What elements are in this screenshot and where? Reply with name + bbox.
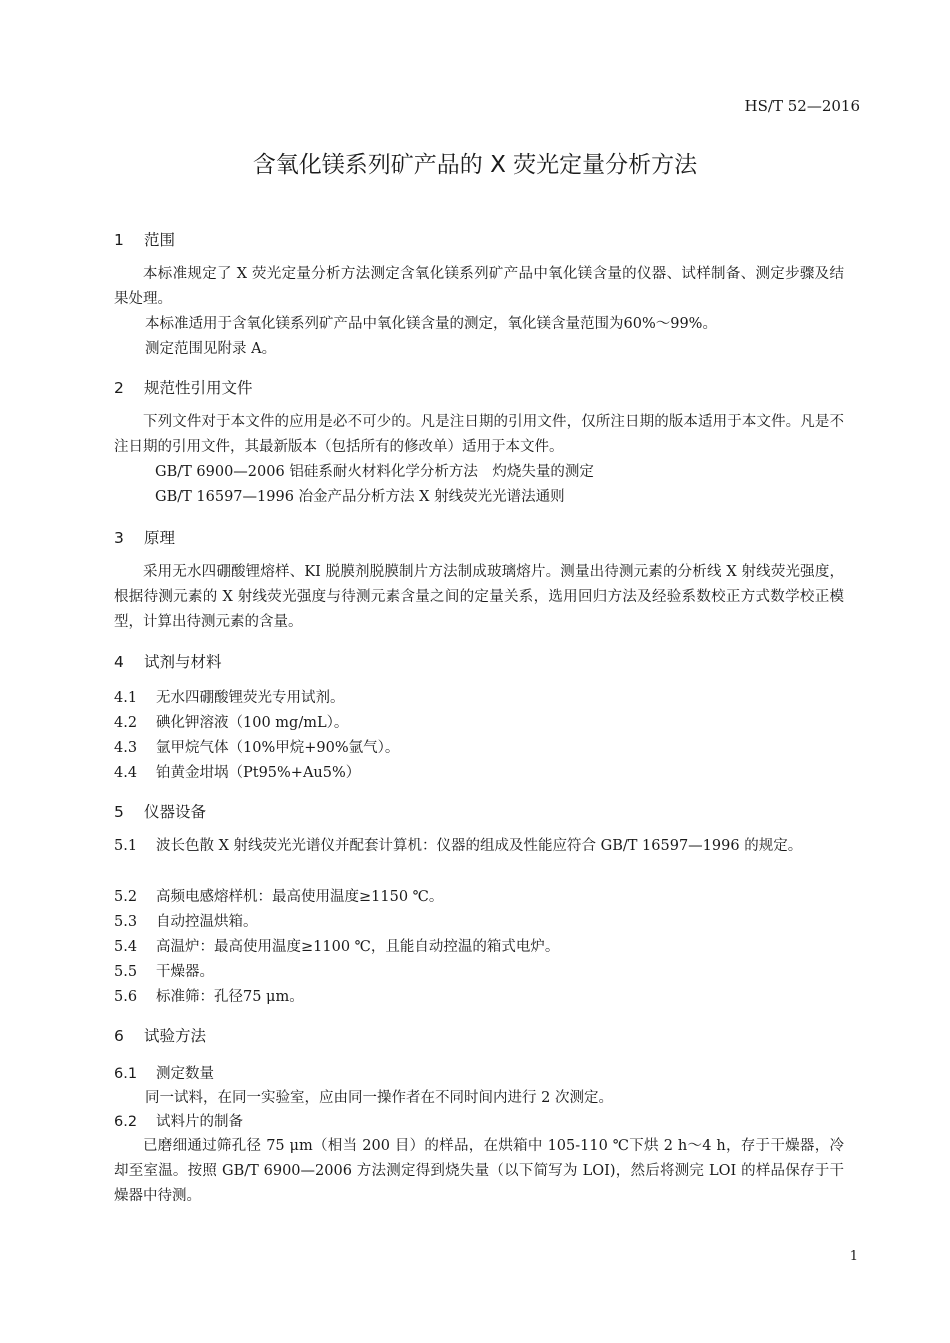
list-item: 4.4 铂黄金坩埚（Pt95%+Au5%）: [114, 765, 361, 781]
standard-code: HS/T 52—2016: [744, 97, 860, 115]
section-1-heading: [114, 228, 175, 250]
list-item: 4.3 氩甲烷气体（10%甲烷+90%氩气）。: [114, 740, 400, 756]
list-item: 5.1 波长色散 X 射线荧光光谱仪并配套计算机：仪器的组成及性能应符合 GB/T 16597—1996 的规定。: [114, 838, 803, 854]
section-number: 1: [114, 231, 124, 249]
subsection-6-2-heading: 6.2 试料片的制备: [114, 1114, 243, 1130]
document-title: 含氧化镁系列矿产品的 X 荧光定量分析方法: [252, 152, 698, 178]
list-item: 4.2 碘化钾溶液（100 mg/mL）。: [114, 715, 349, 731]
section-title: 原理: [144, 529, 176, 547]
section-title: 试验方法: [144, 1027, 207, 1045]
list-item: 4.1 无水四硼酸锂荧光专用试剂。: [114, 690, 345, 706]
section-1-paragraph-1: 本标准规定了 X 荧光定量分析方法测定含氧化镁系列矿产品中氧化镁含量的仪器、试样制备、测定步骤及结果处理。: [114, 266, 844, 307]
list-item: 5.3 自动控温烘箱。: [114, 914, 258, 930]
section-title: 规范性引用文件: [144, 379, 253, 397]
section-1-paragraph-3: 测定范围见附录 A。: [145, 341, 277, 357]
section-number: 4: [114, 653, 124, 671]
normative-reference-2: GB/T 16597—1996 冶金产品分析方法 X 射线荧光光谱法通则: [155, 489, 565, 505]
subsection-6-2-paragraph: 已磨细通过筛孔径 75 μm（相当 200 目）的样品，在烘箱中 105-110 ℃下烘 2 h～4 h，存于干燥器，冷却至室温。按照 GB/T 6900—2006 方法测定得到烧失量（以下简写为 LOI)，然后将测完 LOI 的样品保存于干燥器中待测。: [114, 1138, 844, 1204]
list-item: 5.2 高频电感熔样机：最高使用温度≥1150 ℃。: [114, 889, 444, 905]
section-3-paragraph-1: 采用无水四硼酸锂熔样、KI 脱膜剂脱膜制片方法制成玻璃熔片。测量出待测元素的分析线 X 射线荧光强度，根据待测元素的 X 射线荧光强度与待测元素含量之间的定量关系，选用回归方法及经验系数校正方式数学校正模型，计算出待测元素的含量。: [114, 564, 844, 630]
section-number: 3: [114, 529, 124, 547]
list-item: 5.5 干燥器。: [114, 964, 214, 980]
list-item: 5.4 高温炉：最高使用温度≥1100 ℃，且能自动控温的箱式电炉。: [114, 939, 560, 955]
section-3-heading: [114, 526, 175, 548]
page-number: 1: [849, 1249, 858, 1264]
section-5-heading: [114, 800, 206, 822]
section-title: 仪器设备: [144, 803, 207, 821]
section-4-heading: [114, 650, 222, 672]
section-1-paragraph-2: 本标准适用于含氧化镁系列矿产品中氧化镁含量的测定，氧化镁含量范围为60%～99%。: [145, 316, 717, 332]
section-title: 范围: [144, 231, 176, 249]
section-number: 5: [114, 803, 124, 821]
section-6-heading: [114, 1024, 206, 1046]
section-number: 2: [114, 379, 124, 397]
list-item: 5.6 标准筛：孔径75 μm。: [114, 989, 304, 1005]
normative-reference-1: GB/T 6900—2006 铝硅系耐火材料化学分析方法 灼烧失量的测定: [155, 464, 594, 480]
subsection-6-1-paragraph: 同一试料，在同一实验室，应由同一操作者在不同时间内进行 2 次测定。: [145, 1090, 613, 1106]
section-title: 试剂与材料: [144, 653, 222, 671]
section-number: 6: [114, 1027, 124, 1045]
section-2-heading: [114, 376, 253, 398]
subsection-6-1-heading: 6.1 测定数量: [114, 1066, 214, 1082]
section-2-paragraph-1: 下列文件对于本文件的应用是必不可少的。凡是注日期的引用文件，仅所注日期的版本适用于本文件。凡是不注日期的引用文件，其最新版本（包括所有的修改单）适用于本文件。: [114, 414, 844, 455]
